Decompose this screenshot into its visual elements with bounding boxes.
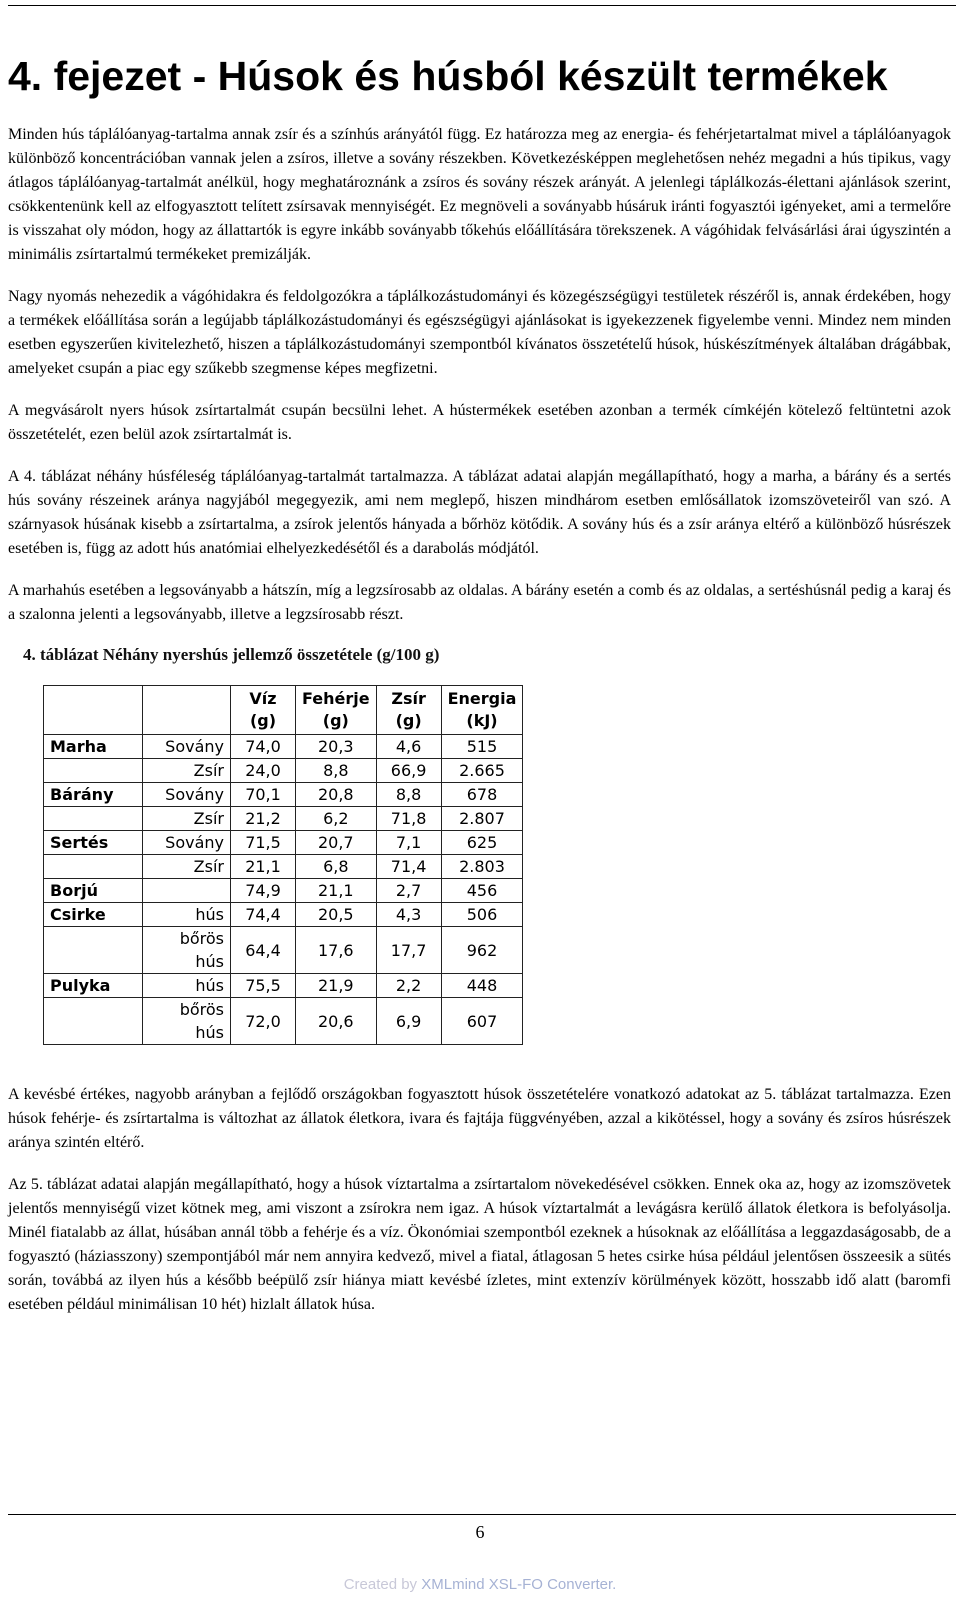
cell-feherje: 20,8 — [296, 783, 377, 807]
cell-viz: 24,0 — [231, 759, 296, 783]
table-row — [44, 807, 523, 831]
chapter-title: 4. fejezet - Húsok és húsból készült termékek — [8, 53, 888, 99]
cell-animal — [44, 807, 143, 831]
cell-part — [143, 879, 231, 903]
cell-animal: Marha — [44, 735, 143, 759]
cell-animal: Borjú — [44, 879, 143, 903]
cell-part: bőrös hús — [143, 927, 231, 974]
table-row — [44, 974, 523, 998]
cell-energia: 625 — [441, 831, 523, 855]
cell-viz: 21,1 — [231, 855, 296, 879]
table-row — [44, 879, 523, 903]
cell-feherje: 8,8 — [296, 759, 377, 783]
cell-animal — [44, 855, 143, 879]
cell-energia: 678 — [441, 783, 523, 807]
cell-viz: 72,0 — [231, 998, 296, 1045]
cell-animal: Sertés — [44, 831, 143, 855]
cell-zsir: 17,7 — [376, 927, 441, 974]
cell-animal — [44, 759, 143, 783]
nutrition-table-figure — [23, 645, 951, 1045]
cell-feherje: 20,5 — [296, 903, 377, 927]
creator-credit — [0, 1576, 960, 1593]
cell-part: Sovány — [143, 831, 231, 855]
cell-zsir: 6,9 — [376, 998, 441, 1045]
cell-viz: 70,1 — [231, 783, 296, 807]
cell-animal — [44, 998, 143, 1045]
cell-energia: 2.803 — [441, 855, 523, 879]
cell-animal: Csirke — [44, 903, 143, 927]
column-header-viz: Víz (g) — [231, 686, 296, 735]
cell-animal — [44, 927, 143, 974]
cell-energia: 607 — [441, 998, 523, 1045]
table-row — [44, 783, 523, 807]
cell-part: bőrös hús — [143, 998, 231, 1045]
cell-viz: 21,2 — [231, 807, 296, 831]
cell-energia: 962 — [441, 927, 523, 974]
cell-zsir: 2,7 — [376, 879, 441, 903]
paragraph: A 4. táblázat néhány húsféleség táplálóanyag-tartalmát tartalmazza. A táblázat adatai alapján megállapítható, hogy a marha, a bárány és a sertés hús sovány részeinek aránya nagyjából megegyezik, ami nem meglepő, hiszen mindhárom esetben emlősállatok izomszöveteiről van szó. A szárnyasok húsának kisebb a zsírtartalma, a zsírok jelentős hányada a bőrhöz kötődik. A sovány hús és a zsír aránya eltérő a különböző húsrészek esetében is, függ az adott hús anatómiai elhelyezkedésétől és a darabolás módjától. — [8, 468, 951, 557]
table-row — [44, 903, 523, 927]
cell-viz: 74,0 — [231, 735, 296, 759]
cell-energia: 506 — [441, 903, 523, 927]
page-content — [8, 52, 951, 1335]
cell-viz: 74,9 — [231, 879, 296, 903]
table-row — [44, 735, 523, 759]
cell-zsir: 4,3 — [376, 903, 441, 927]
paragraph: Az 5. táblázat adatai alapján megállapítható, hogy a húsok víztartalma a zsírtartalom növekedésével csökken. Ennek oka az, hogy az izomszövetek jelentős mennyiségű vizet kötnek meg, ami viszont a zsírokra nem igaz. A húsok víztartalmát a levágásra kerülő állatok életkora is befolyásolja. Minél fiatalabb az állat, húsában annál több a fehérje és a víz. Ökonómiai szempontból ezeknek a húsoknak az előállítása a leggazdaságosabb, de a fogyasztó (háziasszony) szempontjából már nem annyira kedvező, mivel a fiatal, átlagosan 5 hetes csirke húsa például jelentősen összeesik a sütés során, továbbá az ilyen hús a később beépülő zsír hiánya miatt kevésbé ízletes, mint extenzív körülmények között, hosszabb idő alatt (baromfi esetében például minimálisan 10 hét) hizlalt állatok húsa. — [8, 1176, 951, 1313]
cell-feherje: 20,6 — [296, 998, 377, 1045]
cell-part: Zsír — [143, 855, 231, 879]
paragraph: A kevésbé értékes, nagyobb arányban a fejlődő országokban fogyasztott húsok összetételére vonatkozó adatokat az 5. táblázat tartalmazza. Ezen húsok fehérje- és zsírtartalma is változhat az állatok életkora, ivara és fajtája függvényében, azzal a kikötéssel, hogy a sovány és zsíros húsrészek aránya szintén eltérő. — [8, 1086, 951, 1151]
cell-zsir: 71,8 — [376, 807, 441, 831]
cell-animal: Bárány — [44, 783, 143, 807]
cell-feherje: 21,9 — [296, 974, 377, 998]
table-row — [44, 927, 523, 974]
column-header-feherje: Fehérje (g) — [296, 686, 377, 735]
paragraph: Minden hús táplálóanyag-tartalma annak zsír és a színhús arányától függ. Ez határozza meg az energia- és fehérjetartalmat mivel a táplálóanyagok különböző koncentrációban vannak jelen a zsíros, illetve a sovány részekben. Következésképpen meglehetősen nehéz megadni a hús tipikus, vagy átlagos táplálóanyag-tartalmát anélkül, hogy meghatároznánk a zsíros és sovány részek arányát. A jelenlegi táplálkozás-élettani ajánlások szerint, csökkentenünk kell az elfogyasztott telített zsírsavak mennyiségét. Ez megnöveli a soványabb húsáruk iránti fogyasztói igényeket, ami a termelőre is visszahat oly módon, hogy az állattartók is egyre inkább soványabb tőkehús előállítására törekszenek. A vágóhidak felvásárlási árai úgyszintén a minimális zsírtartalmú termékeket premizálják. — [8, 126, 951, 263]
cell-part: hús — [143, 974, 231, 998]
cell-viz: 64,4 — [231, 927, 296, 974]
paragraph: Nagy nyomás nehezedik a vágóhidakra és feldolgozókra a táplálkozástudományi és közegészségügyi testületek részéről is, annak érdekében, hogy a termékek előállítása során a legújabb táplálkozástudományi és egészségügyi ajánlásokat is igyekezzenek figyelembe venni. Mindez nem minden esetben egyszerűen kivitelezhető, hiszen a táplálkozástudományi szempontból kívánatos összetételű húsok, húskészítmények általában drágábbak, amelyeket csupán a piac egy szűkebb szegmense képes megfizetni. — [8, 288, 951, 377]
table-corner-cell — [44, 686, 143, 735]
cell-energia: 2.665 — [441, 759, 523, 783]
table-caption: 4. táblázat Néhány nyershús jellemző összetétele (g/100 g) — [23, 645, 440, 664]
table-row — [44, 831, 523, 855]
table-corner-cell — [143, 686, 231, 735]
table-header-row — [44, 686, 523, 735]
table-row — [44, 998, 523, 1045]
cell-zsir: 66,9 — [376, 759, 441, 783]
column-header-energia: Energia (kJ) — [441, 686, 523, 735]
cell-part: Sovány — [143, 735, 231, 759]
cell-zsir: 4,6 — [376, 735, 441, 759]
cell-feherje: 6,8 — [296, 855, 377, 879]
header-rule — [8, 5, 956, 6]
cell-part: Sovány — [143, 783, 231, 807]
cell-energia: 456 — [441, 879, 523, 903]
paragraph: A megvásárolt nyers húsok zsírtartalmát csupán becsülni lehet. A hústermékek esetében azonban a termék címkéjén kötelező feltüntetni azok összetételét, ezen belül azok zsírtartalmát is. — [8, 402, 951, 443]
cell-zsir: 2,2 — [376, 974, 441, 998]
table-row — [44, 855, 523, 879]
cell-viz: 75,5 — [231, 974, 296, 998]
cell-zsir: 7,1 — [376, 831, 441, 855]
cell-animal: Pulyka — [44, 974, 143, 998]
cell-zsir: 71,4 — [376, 855, 441, 879]
creator-brand-link[interactable]: XMLmind XSL-FO Converter. — [421, 1576, 617, 1593]
nutrition-table — [43, 685, 523, 1045]
cell-feherje: 20,7 — [296, 831, 377, 855]
cell-feherje: 20,3 — [296, 735, 377, 759]
cell-feherje: 6,2 — [296, 807, 377, 831]
footer-rule — [8, 1514, 956, 1515]
cell-feherje: 21,1 — [296, 879, 377, 903]
cell-part: Zsír — [143, 759, 231, 783]
cell-energia: 448 — [441, 974, 523, 998]
cell-part: Zsír — [143, 807, 231, 831]
cell-viz: 74,4 — [231, 903, 296, 927]
cell-viz: 71,5 — [231, 831, 296, 855]
cell-energia: 515 — [441, 735, 523, 759]
cell-feherje: 17,6 — [296, 927, 377, 974]
cell-zsir: 8,8 — [376, 783, 441, 807]
page-number: 6 — [475, 1522, 485, 1542]
column-header-zsir: Zsír (g) — [376, 686, 441, 735]
paragraph: A marhahús esetében a legsoványabb a hátszín, míg a legzsírosabb az oldalas. A bárány esetén a comb és az oldalas, a sertéshúsnál pedig a karaj és a szalonna jelenti a legsoványabb, illetve a legzsírosabb részt. — [8, 582, 951, 623]
table-body — [44, 735, 523, 1045]
table-row — [44, 759, 523, 783]
cell-part: hús — [143, 903, 231, 927]
creator-prefix: Created by — [343, 1576, 422, 1593]
cell-energia: 2.807 — [441, 807, 523, 831]
